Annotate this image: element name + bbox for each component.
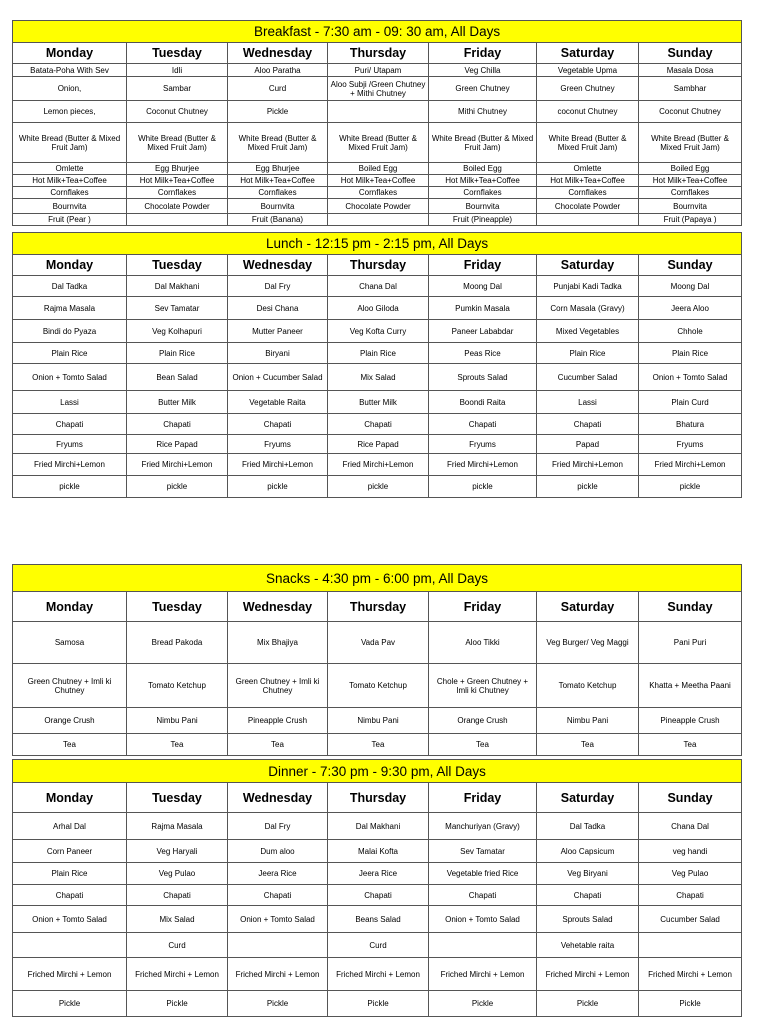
menu-item-cell: Papad [537, 435, 639, 454]
menu-item-cell: Green Chutney [537, 77, 639, 101]
menu-item-cell: Onion, [13, 77, 127, 101]
menu-item-cell: Chapati [328, 414, 429, 435]
menu-item-cell: pickle [328, 476, 429, 498]
menu-item-cell: Lemon pieces, [13, 101, 127, 123]
menu-item-cell: Jeera Rice [328, 863, 429, 885]
menu-item-cell: Tea [429, 734, 537, 756]
menu-item-cell: Cornflakes [127, 187, 228, 199]
menu-item-cell: Veg Kofta Curry [328, 320, 429, 343]
menu-item-cell: Curd [228, 77, 328, 101]
menu-item-cell: Dal Fry [228, 813, 328, 840]
day-thursday: Thursday [328, 592, 429, 622]
menu-item-cell: Aloo Tikki [429, 622, 537, 664]
lunch-row [13, 391, 742, 414]
menu-item-cell: veg handi [639, 840, 742, 863]
menu-item-cell: Veg Chilla [429, 64, 537, 77]
menu-item-cell: Nimbu Pani [127, 708, 228, 734]
menu-item-cell: pickle [429, 476, 537, 498]
menu-item-cell: Chapati [429, 885, 537, 906]
menu-item-cell: Paneer Lababdar [429, 320, 537, 343]
menu-item-cell: Samosa [13, 622, 127, 664]
menu-item-cell: Aloo Giloda [328, 297, 429, 320]
menu-item-cell: pickle [127, 476, 228, 498]
lunch-row [13, 414, 742, 435]
menu-item-cell: White Bread (Butter & Mixed Fruit Jam) [228, 123, 328, 163]
menu-item-cell: Jeera Aloo [639, 297, 742, 320]
menu-item-cell: Chhole [639, 320, 742, 343]
menu-item-cell: Mixed Vegetables [537, 320, 639, 343]
menu-item-cell: Hot Milk+Tea+Coffee [639, 175, 742, 187]
menu-item-cell: Pickle [228, 991, 328, 1017]
menu-item-cell: Chapati [127, 414, 228, 435]
menu-item-cell: Arhal Dal [13, 813, 127, 840]
menu-item-cell: Aloo Paratha [228, 64, 328, 77]
menu-item-cell: Desi Chana [228, 297, 328, 320]
menu-item-cell: Sambar [127, 77, 228, 101]
day-wednesday: Wednesday [228, 43, 328, 64]
day-friday: Friday [429, 255, 537, 276]
day-saturday: Saturday [537, 255, 639, 276]
menu-item-cell: Bindi do Pyaza [13, 320, 127, 343]
menu-item-cell: Orange Crush [13, 708, 127, 734]
snacks-row [13, 622, 742, 664]
breakfast-row [13, 214, 742, 226]
day-friday: Friday [429, 43, 537, 64]
menu-item-cell: Onion + Tomto Salad [228, 906, 328, 933]
menu-item-cell: White Bread (Butter & Mixed Fruit Jam) [127, 123, 228, 163]
menu-item-cell: Lassi [13, 391, 127, 414]
menu-item-cell: Pickle [328, 991, 429, 1017]
breakfast-row [13, 77, 742, 101]
menu-item-cell: Manchuriyan (Gravy) [429, 813, 537, 840]
breakfast-row [13, 187, 742, 199]
menu-item-cell: Fried Mirchi+Lemon [13, 454, 127, 476]
menu-item-cell: Cornflakes [228, 187, 328, 199]
menu-item-cell: Sev Tamatar [429, 840, 537, 863]
lunch-row [13, 364, 742, 391]
menu-item-cell [639, 933, 742, 958]
menu-item-cell: Punjabi Kadi Tadka [537, 276, 639, 297]
menu-item-cell: Chapati [639, 885, 742, 906]
menu-item-cell: Dal Tadka [537, 813, 639, 840]
menu-item-cell: Vegetable Raita [228, 391, 328, 414]
dinner-row [13, 863, 742, 885]
menu-item-cell: Chocolate Powder [537, 199, 639, 214]
menu-item-cell: Boiled Egg [328, 163, 429, 175]
menu-item-cell: Coconut Chutney [639, 101, 742, 123]
dinner-row [13, 906, 742, 933]
menu-item-cell: Fruit (Pineapple) [429, 214, 537, 226]
menu-item-cell: Tomato Ketchup [127, 664, 228, 708]
menu-item-cell: White Bread (Butter & Mixed Fruit Jam) [639, 123, 742, 163]
menu-item-cell: Chapati [228, 414, 328, 435]
menu-item-cell: Pumkin Masala [429, 297, 537, 320]
menu-item-cell: Vada Pav [328, 622, 429, 664]
menu-item-cell: Egg Bhurjee [127, 163, 228, 175]
menu-item-cell: Mix Salad [127, 906, 228, 933]
menu-item-cell: Pineapple Crush [228, 708, 328, 734]
menu-item-cell: Pickle [429, 991, 537, 1017]
menu-item-cell: Moong Dal [639, 276, 742, 297]
snacks-row [13, 734, 742, 756]
day-header-row [13, 43, 742, 64]
breakfast-row [13, 175, 742, 187]
menu-item-cell: Sambhar [639, 77, 742, 101]
menu-item-cell: Hot Milk+Tea+Coffee [127, 175, 228, 187]
day-thursday: Thursday [328, 783, 429, 813]
menu-item-cell: Tea [328, 734, 429, 756]
menu-item-cell: Beans Salad [328, 906, 429, 933]
menu-item-cell: Idli [127, 64, 228, 77]
snacks-row [13, 708, 742, 734]
menu-item-cell: Hot Milk+Tea+Coffee [13, 175, 127, 187]
menu-item-cell: Veg Pulao [639, 863, 742, 885]
menu-item-cell: Plain Rice [639, 343, 742, 364]
day-tuesday: Tuesday [127, 255, 228, 276]
menu-item-cell: Mix Bhajiya [228, 622, 328, 664]
lunch-row [13, 343, 742, 364]
menu-item-cell: Chapati [537, 414, 639, 435]
menu-item-cell: Fryums [429, 435, 537, 454]
breakfast-table [12, 20, 742, 226]
menu-item-cell: Green Chutney + Imli ki Chutney [228, 664, 328, 708]
menu-item-cell: Curd [127, 933, 228, 958]
day-thursday: Thursday [328, 43, 429, 64]
menu-item-cell: Veg Kolhapuri [127, 320, 228, 343]
menu-item-cell: Tea [639, 734, 742, 756]
menu-item-cell: Tea [537, 734, 639, 756]
menu-item-cell: Butter Milk [328, 391, 429, 414]
menu-item-cell: Pickle [639, 991, 742, 1017]
menu-item-cell: Green Chutney [429, 77, 537, 101]
dinner-row [13, 933, 742, 958]
menu-item-cell: Bournvita [639, 199, 742, 214]
menu-item-cell: Bhatura [639, 414, 742, 435]
menu-item-cell: Egg Bhurjee [228, 163, 328, 175]
menu-item-cell: Cornflakes [13, 187, 127, 199]
menu-item-cell: White Bread (Butter & Mixed Fruit Jam) [328, 123, 429, 163]
menu-item-cell: White Bread (Butter & Mixed Fruit Jam) [429, 123, 537, 163]
day-sunday: Sunday [639, 43, 742, 64]
menu-item-cell: Aloo Subji /Green Chutney + Mithi Chutney [328, 77, 429, 101]
menu-item-cell: Chocolate Powder [127, 199, 228, 214]
menu-item-cell: pickle [13, 476, 127, 498]
menu-item-cell: Rajma Masala [13, 297, 127, 320]
day-saturday: Saturday [537, 43, 639, 64]
menu-item-cell: Corn Masala (Gravy) [537, 297, 639, 320]
menu-item-cell: Plain Rice [537, 343, 639, 364]
breakfast-row [13, 199, 742, 214]
menu-item-cell: Omlette [537, 163, 639, 175]
lunch-section [12, 232, 741, 498]
menu-item-cell: Vehetable raita [537, 933, 639, 958]
menu-item-cell: Dal Makhani [127, 276, 228, 297]
breakfast-row [13, 163, 742, 175]
menu-item-cell: Onion + Tomto Salad [13, 364, 127, 391]
menu-item-cell: Cornflakes [328, 187, 429, 199]
menu-item-cell: Hot Milk+Tea+Coffee [537, 175, 639, 187]
menu-item-cell: Fried Mirchi+Lemon [127, 454, 228, 476]
snacks-row [13, 664, 742, 708]
menu-item-cell: Cucumber Salad [639, 906, 742, 933]
dinner-row [13, 885, 742, 906]
menu-item-cell: Plain Curd [639, 391, 742, 414]
menu-item-cell [13, 933, 127, 958]
menu-item-cell: Chapati [228, 885, 328, 906]
menu-item-cell: Pineapple Crush [639, 708, 742, 734]
menu-item-cell: Friched Mirchi + Lemon [228, 958, 328, 991]
day-sunday: Sunday [639, 592, 742, 622]
menu-item-cell: Plain Rice [328, 343, 429, 364]
menu-item-cell: Khatta + Meetha Paani [639, 664, 742, 708]
menu-item-cell: Dal Tadka [13, 276, 127, 297]
menu-item-cell: Friched Mirchi + Lemon [328, 958, 429, 991]
dinner-section [12, 759, 741, 1017]
menu-item-cell [328, 214, 429, 226]
day-sunday: Sunday [639, 783, 742, 813]
day-saturday: Saturday [537, 592, 639, 622]
dinner-row [13, 813, 742, 840]
menu-item-cell: Fryums [13, 435, 127, 454]
day-header-row [13, 783, 742, 813]
day-thursday: Thursday [328, 255, 429, 276]
menu-item-cell: Chole + Green Chutney + Imli ki Chutney [429, 664, 537, 708]
menu-item-cell: Fried Mirchi+Lemon [328, 454, 429, 476]
menu-item-cell: Omlette [13, 163, 127, 175]
day-monday: Monday [13, 783, 127, 813]
day-tuesday: Tuesday [127, 592, 228, 622]
menu-item-cell: Jeera Rice [228, 863, 328, 885]
menu-item-cell: Moong Dal [429, 276, 537, 297]
menu-item-cell: Bournvita [13, 199, 127, 214]
menu-item-cell [328, 101, 429, 123]
dinner-table [12, 759, 742, 1017]
day-tuesday: Tuesday [127, 43, 228, 64]
menu-item-cell: Dal Makhani [328, 813, 429, 840]
menu-item-cell: Biryani [228, 343, 328, 364]
menu-item-cell: Coconut Chutney [127, 101, 228, 123]
menu-item-cell: Friched Mirchi + Lemon [639, 958, 742, 991]
menu-item-cell: Tea [13, 734, 127, 756]
menu-item-cell: Chapati [328, 885, 429, 906]
menu-item-cell: Plain Rice [13, 863, 127, 885]
menu-item-cell: Pani Puri [639, 622, 742, 664]
menu-item-cell: Chapati [127, 885, 228, 906]
day-wednesday: Wednesday [228, 783, 328, 813]
day-saturday: Saturday [537, 783, 639, 813]
lunch-table [12, 232, 742, 498]
lunch-row [13, 320, 742, 343]
menu-item-cell: Cornflakes [429, 187, 537, 199]
menu-item-cell: Tea [228, 734, 328, 756]
menu-item-cell: Sprouts Salad [429, 364, 537, 391]
menu-item-cell: Hot Milk+Tea+Coffee [429, 175, 537, 187]
lunch-row [13, 454, 742, 476]
day-friday: Friday [429, 592, 537, 622]
menu-item-cell: Fruit (Pear ) [13, 214, 127, 226]
menu-item-cell: Mithi Chutney [429, 101, 537, 123]
menu-item-cell [228, 933, 328, 958]
menu-item-cell: Corn Paneer [13, 840, 127, 863]
menu-item-cell: Bean Salad [127, 364, 228, 391]
menu-item-cell: Curd [328, 933, 429, 958]
menu-item-cell: Chapati [13, 885, 127, 906]
day-friday: Friday [429, 783, 537, 813]
menu-item-cell [429, 933, 537, 958]
menu-item-cell: pickle [228, 476, 328, 498]
menu-item-cell: pickle [537, 476, 639, 498]
menu-item-cell: coconut Chutney [537, 101, 639, 123]
breakfast-row [13, 64, 742, 77]
lunch-row [13, 276, 742, 297]
menu-item-cell: Rice Papad [127, 435, 228, 454]
menu-item-cell: White Bread (Butter & Mixed Fruit Jam) [13, 123, 127, 163]
day-monday: Monday [13, 43, 127, 64]
breakfast-title: Breakfast - 7:30 am - 09: 30 am, All Days [13, 21, 742, 43]
menu-item-cell: Chapati [537, 885, 639, 906]
menu-item-cell: Fried Mirchi+Lemon [429, 454, 537, 476]
menu-item-cell: Pickle [228, 101, 328, 123]
menu-item-cell: Fried Mirchi+Lemon [537, 454, 639, 476]
menu-item-cell: Veg Burger/ Veg Maggi [537, 622, 639, 664]
menu-item-cell: Pickle [127, 991, 228, 1017]
menu-item-cell: Fruit (Papaya ) [639, 214, 742, 226]
menu-item-cell: Fruit (Banana) [228, 214, 328, 226]
menu-item-cell: Plain Rice [13, 343, 127, 364]
menu-item-cell: Fried Mirchi+Lemon [639, 454, 742, 476]
menu-item-cell: Dum aloo [228, 840, 328, 863]
dinner-row [13, 991, 742, 1017]
menu-item-cell: Pickle [537, 991, 639, 1017]
menu-item-cell: Veg Biryani [537, 863, 639, 885]
menu-item-cell: Green Chutney + Imli ki Chutney [13, 664, 127, 708]
breakfast-row [13, 123, 742, 163]
menu-item-cell: Dal Fry [228, 276, 328, 297]
lunch-title: Lunch - 12:15 pm - 2:15 pm, All Days [13, 233, 742, 255]
menu-item-cell: Fryums [639, 435, 742, 454]
day-monday: Monday [13, 592, 127, 622]
menu-item-cell: Veg Pulao [127, 863, 228, 885]
menu-item-cell: Rice Papad [328, 435, 429, 454]
menu-item-cell: Masala Dosa [639, 64, 742, 77]
menu-item-cell: Boondi Raita [429, 391, 537, 414]
menu-item-cell: Malai Kofta [328, 840, 429, 863]
menu-item-cell: pickle [639, 476, 742, 498]
menu-item-cell: Hot Milk+Tea+Coffee [328, 175, 429, 187]
day-header-row [13, 592, 742, 622]
dinner-row [13, 840, 742, 863]
menu-item-cell: Lassi [537, 391, 639, 414]
snacks-section [12, 564, 741, 756]
menu-item-cell: Vegetable Upma [537, 64, 639, 77]
menu-item-cell: Chapati [429, 414, 537, 435]
menu-item-cell: White Bread (Butter & Mixed Fruit Jam) [537, 123, 639, 163]
menu-item-cell: Friched Mirchi + Lemon [537, 958, 639, 991]
menu-item-cell: Onion + Tomto Salad [639, 364, 742, 391]
menu-item-cell: Tomato Ketchup [328, 664, 429, 708]
snacks-title: Snacks - 4:30 pm - 6:00 pm, All Days [13, 565, 742, 592]
menu-item-cell [127, 214, 228, 226]
menu-item-cell: Onion + Tomto Salad [13, 906, 127, 933]
menu-item-cell: Friched Mirchi + Lemon [429, 958, 537, 991]
menu-item-cell: Boiled Egg [429, 163, 537, 175]
breakfast-section [12, 20, 741, 226]
menu-item-cell: Tomato Ketchup [537, 664, 639, 708]
lunch-row [13, 435, 742, 454]
menu-item-cell: Chana Dal [328, 276, 429, 297]
menu-item-cell: Bread Pakoda [127, 622, 228, 664]
day-sunday: Sunday [639, 255, 742, 276]
menu-item-cell: Chapati [13, 414, 127, 435]
menu-item-cell: Puri/ Utapam [328, 64, 429, 77]
menu-item-cell: Mix Salad [328, 364, 429, 391]
menu-item-cell: Onion + Cucumber Salad [228, 364, 328, 391]
dinner-title: Dinner - 7:30 pm - 9:30 pm, All Days [13, 760, 742, 783]
menu-item-cell: Chocolate Powder [328, 199, 429, 214]
menu-item-cell: Aloo Capsicum [537, 840, 639, 863]
menu-item-cell: Orange Crush [429, 708, 537, 734]
menu-item-cell: Bournvita [429, 199, 537, 214]
lunch-row [13, 297, 742, 320]
menu-item-cell: Pickle [13, 991, 127, 1017]
menu-item-cell: Cornflakes [639, 187, 742, 199]
day-tuesday: Tuesday [127, 783, 228, 813]
day-header-row [13, 255, 742, 276]
menu-item-cell: Cornflakes [537, 187, 639, 199]
menu-item-cell: Mutter Paneer [228, 320, 328, 343]
menu-item-cell: Fried Mirchi+Lemon [228, 454, 328, 476]
menu-item-cell: Friched Mirchi + Lemon [13, 958, 127, 991]
snacks-table [12, 564, 742, 756]
menu-item-cell: Tea [127, 734, 228, 756]
lunch-row [13, 476, 742, 498]
menu-item-cell: Butter Milk [127, 391, 228, 414]
menu-item-cell: Veg Haryali [127, 840, 228, 863]
menu-item-cell: Hot Milk+Tea+Coffee [228, 175, 328, 187]
menu-item-cell: Vegetable fried Rice [429, 863, 537, 885]
day-wednesday: Wednesday [228, 592, 328, 622]
menu-item-cell: Plain Rice [127, 343, 228, 364]
menu-item-cell: Sprouts Salad [537, 906, 639, 933]
menu-item-cell: Peas Rice [429, 343, 537, 364]
menu-item-cell [537, 214, 639, 226]
menu-item-cell: Bournvita [228, 199, 328, 214]
breakfast-row [13, 101, 742, 123]
day-wednesday: Wednesday [228, 255, 328, 276]
menu-item-cell: Cucumber Salad [537, 364, 639, 391]
menu-item-cell: Fryums [228, 435, 328, 454]
menu-item-cell: Sev Tamatar [127, 297, 228, 320]
menu-item-cell: Onion + Tomto Salad [429, 906, 537, 933]
day-monday: Monday [13, 255, 127, 276]
menu-item-cell: Boiled Egg [639, 163, 742, 175]
menu-item-cell: Nimbu Pani [537, 708, 639, 734]
menu-item-cell: Friched Mirchi + Lemon [127, 958, 228, 991]
menu-item-cell: Nimbu Pani [328, 708, 429, 734]
menu-item-cell: Rajma Masala [127, 813, 228, 840]
menu-item-cell: Batata-Poha With Sev [13, 64, 127, 77]
dinner-row [13, 958, 742, 991]
menu-item-cell: Chana Dal [639, 813, 742, 840]
